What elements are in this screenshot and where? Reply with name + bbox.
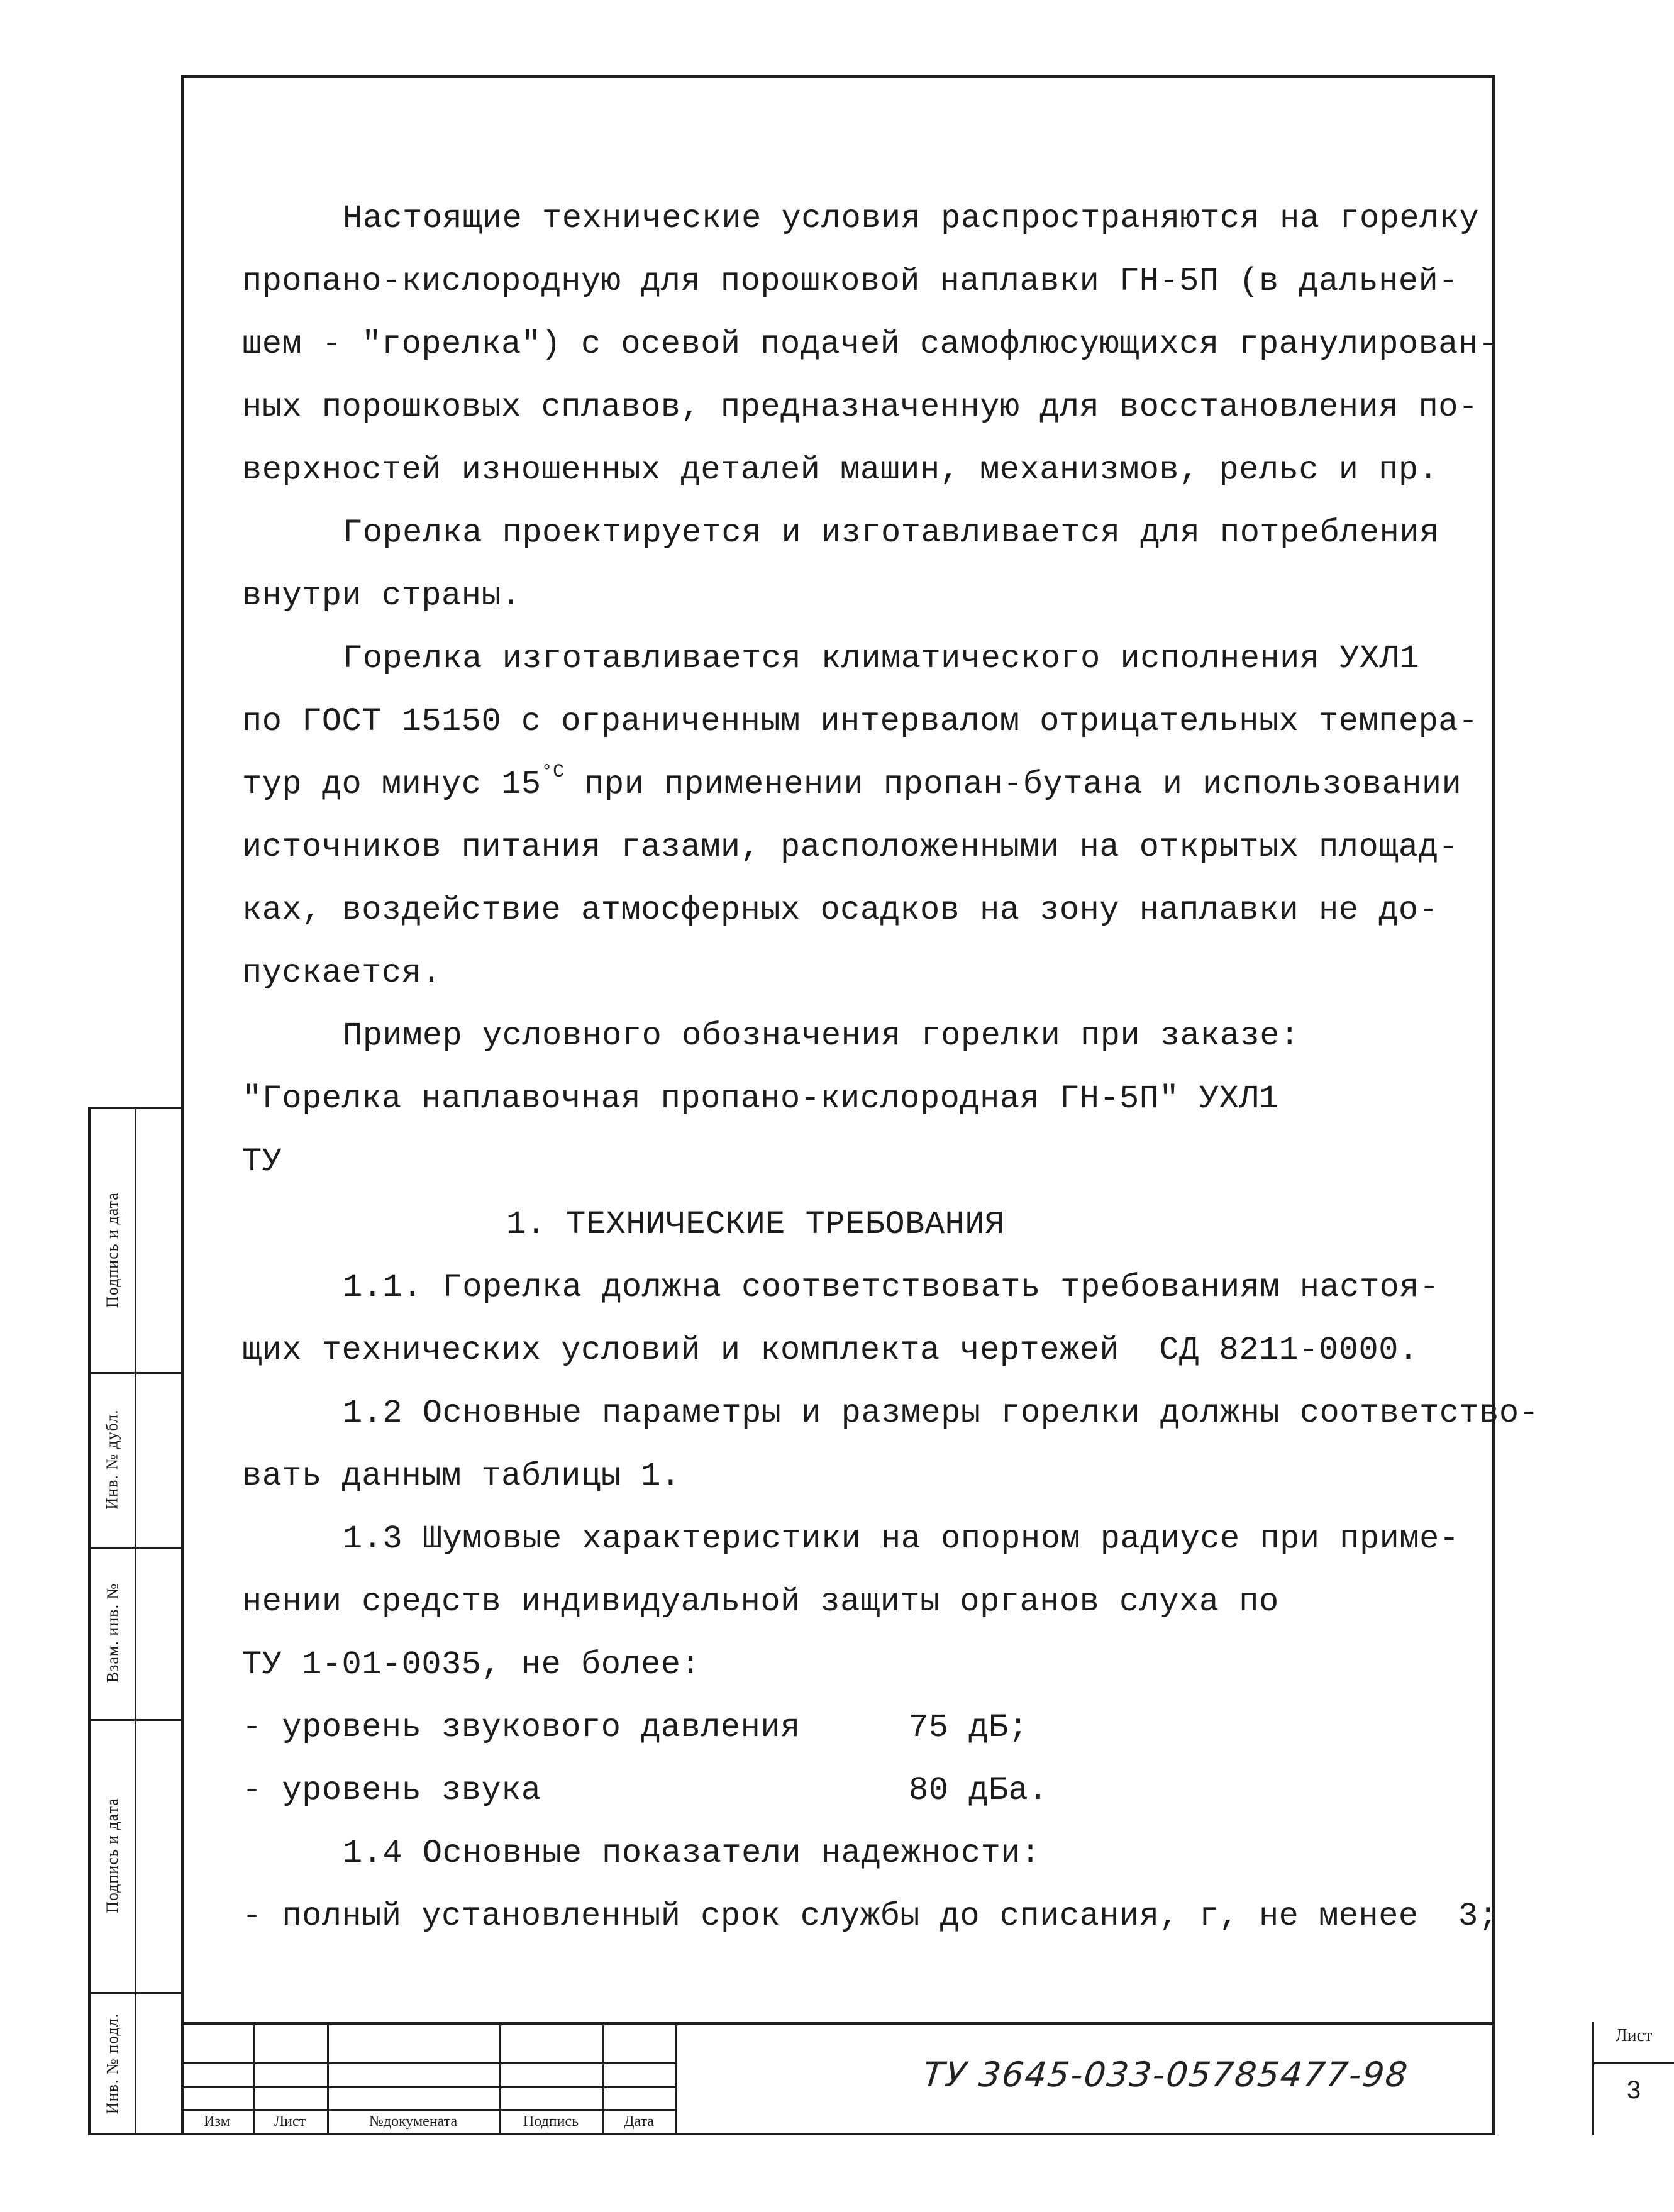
text-line: Настоящие технические условия распространяются на горелку	[343, 200, 1480, 237]
sheet-number: 3	[1626, 2076, 1641, 2104]
text-line: ках, воздействие атмосферных осадков на зону наплавки не до-	[242, 892, 1439, 929]
text-line: - полный установленный срок службы до списания, г, не менее 3;	[242, 1898, 1499, 1935]
text-line: ТУ	[242, 1143, 282, 1180]
title-block-vline	[675, 2022, 677, 2135]
text-line: пропано-кислородную для порошковой наплавки ГН-5П (в дальней-	[242, 263, 1459, 300]
text-line: 1.4 Основные показатели надежности:	[343, 1835, 1041, 1872]
title-block-top-line	[181, 2022, 1495, 2025]
title-block-hline	[181, 2062, 675, 2064]
text-line: шем - "горелка") с осевой подачей самофлюсующихся гранулирован-	[242, 326, 1499, 363]
param-value: 75 дБ;	[909, 1709, 1029, 1746]
column-doc-number: №докумената	[369, 2113, 458, 2130]
text-line: 1.1. Горелка должна соответствовать требованиям настоя-	[343, 1269, 1439, 1306]
text-line: по ГОСТ 15150 с ограниченным интервалом отрицательных темпера-	[242, 703, 1478, 740]
title-block-hline	[181, 2086, 675, 2088]
text-line: 1.3 Шумовые характеристики на опорном радиусе при приме-	[343, 1520, 1460, 1557]
document-number: ТУ 3645-033-05785477-98	[921, 2055, 1411, 2094]
text-line	[242, 1709, 1028, 1747]
text-fragment: тур до минус 15	[242, 766, 541, 803]
side-label-vzam-inv: Взам. инв. №	[103, 1583, 121, 1683]
text-line: Горелка изготавливается климатического исполнения УХЛ1	[343, 640, 1420, 677]
text-line: внутри страны.	[242, 577, 521, 614]
text-line: нении средств индивидуальной защиты органов слуха по	[242, 1583, 1279, 1620]
text-line: ных порошковых сплавов, предназначенную для восстановления по-	[242, 389, 1478, 426]
title-block-hline	[1592, 2062, 1674, 2064]
text-line: "Горелка наплавочная пропано-кислородная ГН-5П" УХЛ1	[242, 1080, 1279, 1117]
param-value: 80 дБа.	[909, 1772, 1048, 1809]
text-fragment: при применении пропан-бутана и использовании	[564, 766, 1462, 803]
text-line: верхностей изношенных деталей машин, механизмов, рельс и пр.	[242, 451, 1439, 489]
text-line: ТУ 1-01-0035, не более:	[242, 1646, 701, 1683]
side-label-inv-dubl: Инв. № дубл.	[103, 1409, 121, 1510]
column-list: Лист	[274, 2113, 306, 2130]
degree-superscript: °С	[541, 761, 565, 783]
column-izm: Изм	[204, 2113, 230, 2130]
text-line: пускается.	[242, 954, 442, 992]
side-label-signature-date-2: Подпись и дата	[103, 1798, 121, 1913]
sheet-label: Лист	[1615, 2026, 1653, 2045]
text-line	[242, 1772, 1048, 1810]
text-line: вать данным таблицы 1.	[242, 1457, 681, 1495]
section-heading: 1. ТЕХНИЧЕСКИЕ ТРЕБОВАНИЯ	[506, 1206, 1005, 1243]
side-label-inv-podl: Инв. № подл.	[103, 2013, 121, 2115]
title-block	[181, 2022, 1653, 2135]
text-line: 1.2 Основные параметры и размеры горелки должны соответство-	[343, 1395, 1539, 1432]
side-stamp-divider	[135, 1109, 136, 2133]
column-date: Дата	[624, 2113, 654, 2130]
param-name: - уровень звука	[242, 1772, 541, 1809]
text-line	[242, 761, 1462, 804]
param-name: - уровень звукового давления	[242, 1709, 801, 1746]
title-block-vline	[1592, 2022, 1594, 2135]
text-line: Горелка проектируется и изготавливается для потребления	[343, 514, 1439, 551]
side-stamp	[88, 1107, 181, 2135]
text-line: щих технических условий и комплекта чертежей СД 8211-0000.	[242, 1332, 1419, 1369]
column-signature: Подпись	[523, 2113, 579, 2130]
text-line: Пример условного обозначения горелки при заказе:	[343, 1017, 1300, 1054]
text-line: источников питания газами, расположенными на открытых площад-	[242, 829, 1459, 866]
side-label-signature-date: Подпись и дата	[103, 1192, 121, 1308]
